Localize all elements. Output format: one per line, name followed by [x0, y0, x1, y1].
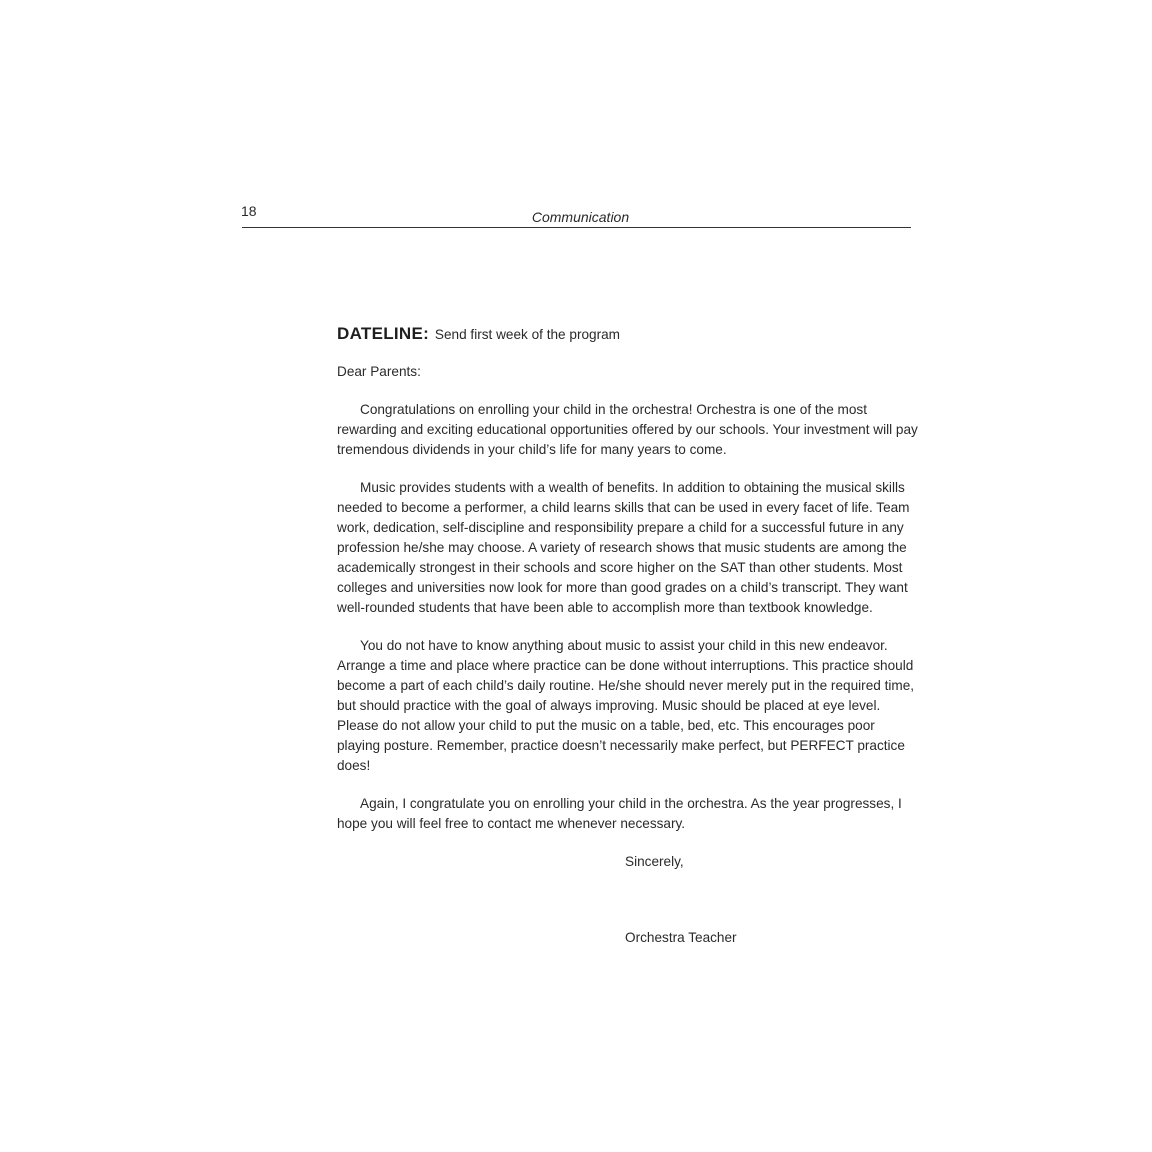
body-paragraph-3: You do not have to know anything about music to assist your child in this new endeavor. Arrange a time and place where practice can be done without interruptions. This practice should become a part of each child’s daily routine. He/she should never merely put in the required time, but should practice with the goal of always improving. Music should be placed at eye level. Please do not allow your child to put the music on a table, bed, etc. This encourages poor playing posture. Remember, practice doesn’t necessarily make perfect, but PERFECT practice does! — [337, 638, 915, 773]
signature: Orchestra Teacher — [625, 930, 737, 945]
closing: Sincerely, — [625, 854, 684, 869]
body-paragraph-2: Music provides students with a wealth of benefits. In addition to obtaining the musical skills needed to become a performer, a child learns skills that can be used in every facet of life. Team work, dedication, self-discipline and responsibility prepare a child for a successful future in any profession he/she may choose. A variety of research shows that music students are among the academically strongest in their schools and score higher on the SAT than other students. Most colleges and universities now look for more than good grades on a child’s transcript. They want well-rounded students that have been able to accomplish more than textbook knowledge. — [337, 480, 910, 615]
body-paragraph-4: Again, I congratulate you on enrolling your child in the orchestra. As the year progresses, I hope you will feel free to contact me whenever necessary. — [337, 796, 902, 831]
header-rule — [242, 227, 911, 228]
page-number: 18 — [241, 203, 257, 219]
salutation: Dear Parents: — [337, 364, 421, 379]
running-header-title: Communication — [531, 209, 630, 225]
dateline-label: DATELINE: — [337, 324, 430, 343]
body-paragraph-1: Congratulations on enrolling your child in the orchestra! Orchestra is one of the most rewarding and exciting educational opportunities offered by our schools. Your investment will pay tremendous dividends in your child’s life for many years to come. — [337, 402, 918, 457]
dateline — [337, 324, 921, 346]
dateline-text: Send first week of the program — [434, 327, 621, 342]
letter — [337, 324, 921, 948]
